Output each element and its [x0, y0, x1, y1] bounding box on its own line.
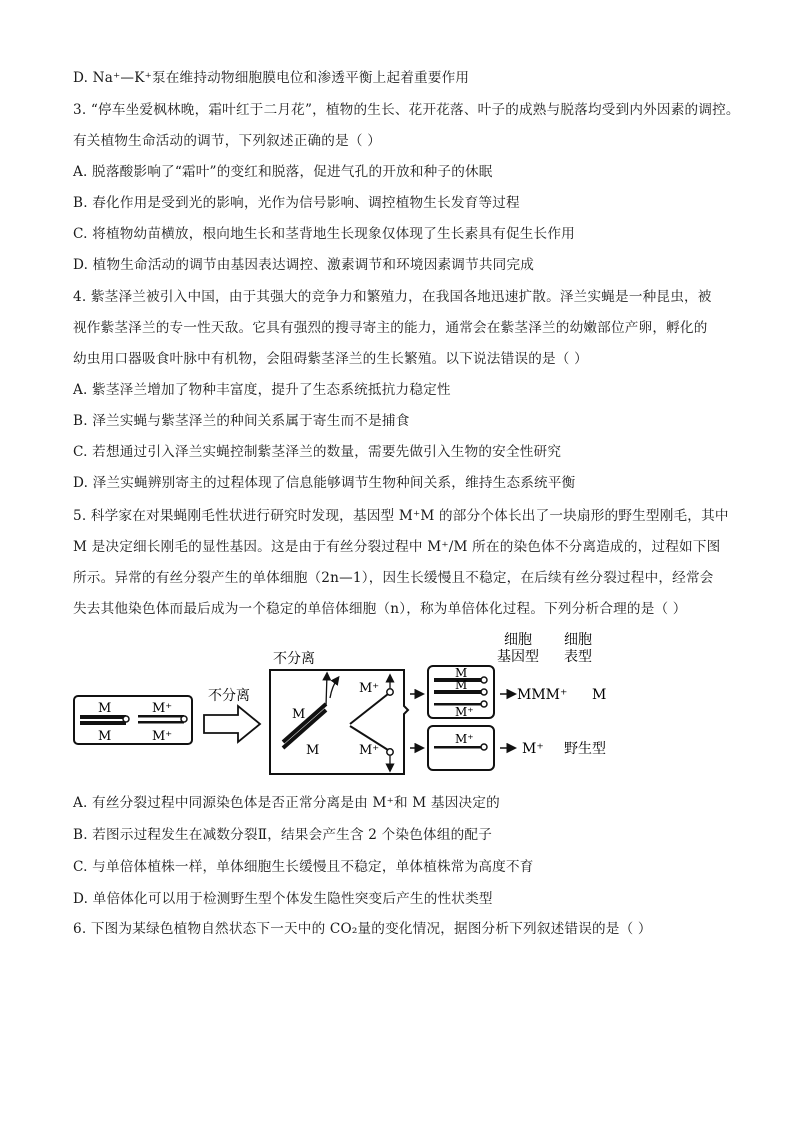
start-label-mplus-top: M⁺ [152, 701, 173, 716]
centromere-icon [181, 716, 187, 722]
q3-option-d: D. 植物生命活动的调节由基因表达调控、激素调节和环境因素调节共同完成 [73, 257, 535, 273]
question-6-stem: 6. 下图为某绿色植物自然状态下一天中的 CO₂量的变化情况，据图分析下列叙述错误的是（ ） [73, 921, 652, 937]
q3-option-a: A. 脱落酸影响了“霜叶”的变红和脱落，促进气孔的开放和种子的休眠 [73, 164, 493, 180]
chromatid-mplus-upper [350, 694, 388, 724]
nondisjunction-top-label: 不分离 [273, 651, 315, 667]
centromere-icon [481, 701, 487, 707]
mid-label-mplus-upper: M⁺ [359, 681, 380, 696]
start-label-m-bottom: M [98, 729, 112, 744]
mid-label-mplus-lower: M⁺ [359, 743, 380, 758]
question-3-stem-cont: 有关植物生命活动的调节，下列叙述正确的是（ ） [73, 133, 381, 149]
question-4-stem-cont1: 视作紫茎泽兰的专一性天敌。它具有强烈的搜寻寄主的能力，通常会在紫茎泽兰的幼嫩部位产卵，孵化的 [73, 320, 708, 336]
centromere-icon [481, 744, 487, 750]
start-cell [74, 696, 192, 744]
question-5-stem: 5. 科学家在对果蝇刚毛性状进行研究时发现，基因型 M⁺M 的部分个体长出了一块扇形的野生型刚毛，其中 [73, 508, 729, 524]
res1-genotype: MMM⁺ [517, 687, 568, 703]
q4-option-d: D. 泽兰实蝇辨别寄主的过程体现了信息能够调节生物种间关系，维持生态系统平衡 [73, 475, 576, 491]
centromere-icon [123, 716, 129, 722]
header-genotype-label: 基因型 [497, 649, 539, 665]
dividing-cell [270, 670, 408, 774]
q5-option-c: C. 与单倍体植株一样，单体细胞生长缓慢且不稳定，单体植株常为高度不育 [73, 859, 534, 875]
q4-option-a: A. 紫茎泽兰增加了物种丰富度，提升了生态系统抵抗力稳定性 [73, 382, 451, 398]
mid-label-m-lower: M [306, 743, 320, 758]
res2-genotype: M⁺ [522, 741, 544, 757]
q5-option-d: D. 单倍体化可以用于检测野生型个体发生隐性突变后产生的性状类型 [73, 891, 493, 907]
question-5-stem-cont2: 所示。异常的有丝分裂产生的单体细胞（2n—1），因生长缓慢且不稳定，在后续有丝分裂过程中，经常会 [73, 570, 714, 586]
res1-phenotype: M [592, 687, 607, 703]
centromere-icon [387, 689, 393, 695]
centromere-icon [481, 677, 487, 683]
start-label-m-top: M [98, 701, 112, 716]
spindle-arrow-icon [326, 674, 327, 706]
q4-option-b: B. 泽兰实蝇与紫茎泽兰的种间关系属于寄生而不是捕食 [73, 413, 410, 429]
option-d-q2: D. Na⁺—K⁺泵在维持动物细胞膜电位和渗透平衡上起着重要作用 [73, 70, 470, 86]
question-3-stem: 3. “停车坐爱枫林晚，霜叶红于二月花”，植物的生长、花开花落、叶子的成熟与脱落均受到内外因素的调控。 [73, 102, 740, 118]
process-arrow-icon [204, 706, 260, 742]
mid-label-m-upper: M [292, 707, 306, 722]
res1-label-m-a: M [455, 666, 468, 680]
chromosome-m-bottom [80, 721, 126, 725]
spindle-arrow-icon [330, 678, 338, 698]
question-4-stem-cont2: 幼虫用口器吸食叶脉中有机物，会阻碍紫茎泽兰的生长繁殖。以下说法错误的是（ ） [73, 351, 588, 367]
chromosome-mplus [434, 746, 482, 749]
centromere-icon [387, 749, 393, 755]
question-5-stem-cont3: 失去其他染色体而最后成为一个稳定的单倍体细胞（n），称为单倍体化过程。下列分析合理的是（ ） [73, 601, 687, 617]
centromere-icon [481, 689, 487, 695]
nondisjunction-arrow-label: 不分离 [208, 688, 250, 704]
header-phenotype-label: 表型 [564, 649, 592, 665]
q5-option-a: A. 有丝分裂过程中同源染色体是否正常分离是由 M⁺和 M 基因决定的 [73, 795, 500, 811]
header-cell-label-2: 细胞 [564, 632, 592, 648]
res1-label-m-b: M [455, 678, 468, 692]
question-4-stem: 4. 紫茎泽兰被引入中国，由于其强大的竞争力和繁殖力，在我国各地迅速扩散。泽兰实蝇是一种昆虫，被 [73, 289, 712, 305]
res2-phenotype: 野生型 [564, 741, 606, 757]
question-5-stem-cont1: M 是决定细长刚毛的显性基因。这是由于有丝分裂过程中 M⁺/M 所在的染色体不分离造成的，过程如下图 [73, 539, 721, 555]
q3-option-c: C. 将植物幼苗横放，根向地生长和茎背地生长现象仅体现了生长素具有促生长作用 [73, 226, 575, 242]
chromosome-mplus-bottom [138, 721, 184, 724]
start-label-mplus-bottom: M⁺ [152, 729, 173, 744]
q5-option-b: B. 若图示过程发生在减数分裂Ⅱ，结果会产生含 2 个染色体组的配子 [73, 827, 492, 843]
res2-label-mplus: M⁺ [455, 732, 474, 746]
res1-label-mplus: M⁺ [455, 705, 474, 719]
header-cell-label-1: 细胞 [504, 632, 532, 648]
q3-option-b: B. 春化作用是受到光的影响，光作为信号影响、调控植物生长发育等过程 [73, 195, 520, 211]
q4-option-c: C. 若想通过引入泽兰实蝇控制紫茎泽兰的数量，需要先做引入生物的安全性研究 [73, 444, 562, 460]
chromosome-nondisjunction-diagram [70, 630, 630, 780]
